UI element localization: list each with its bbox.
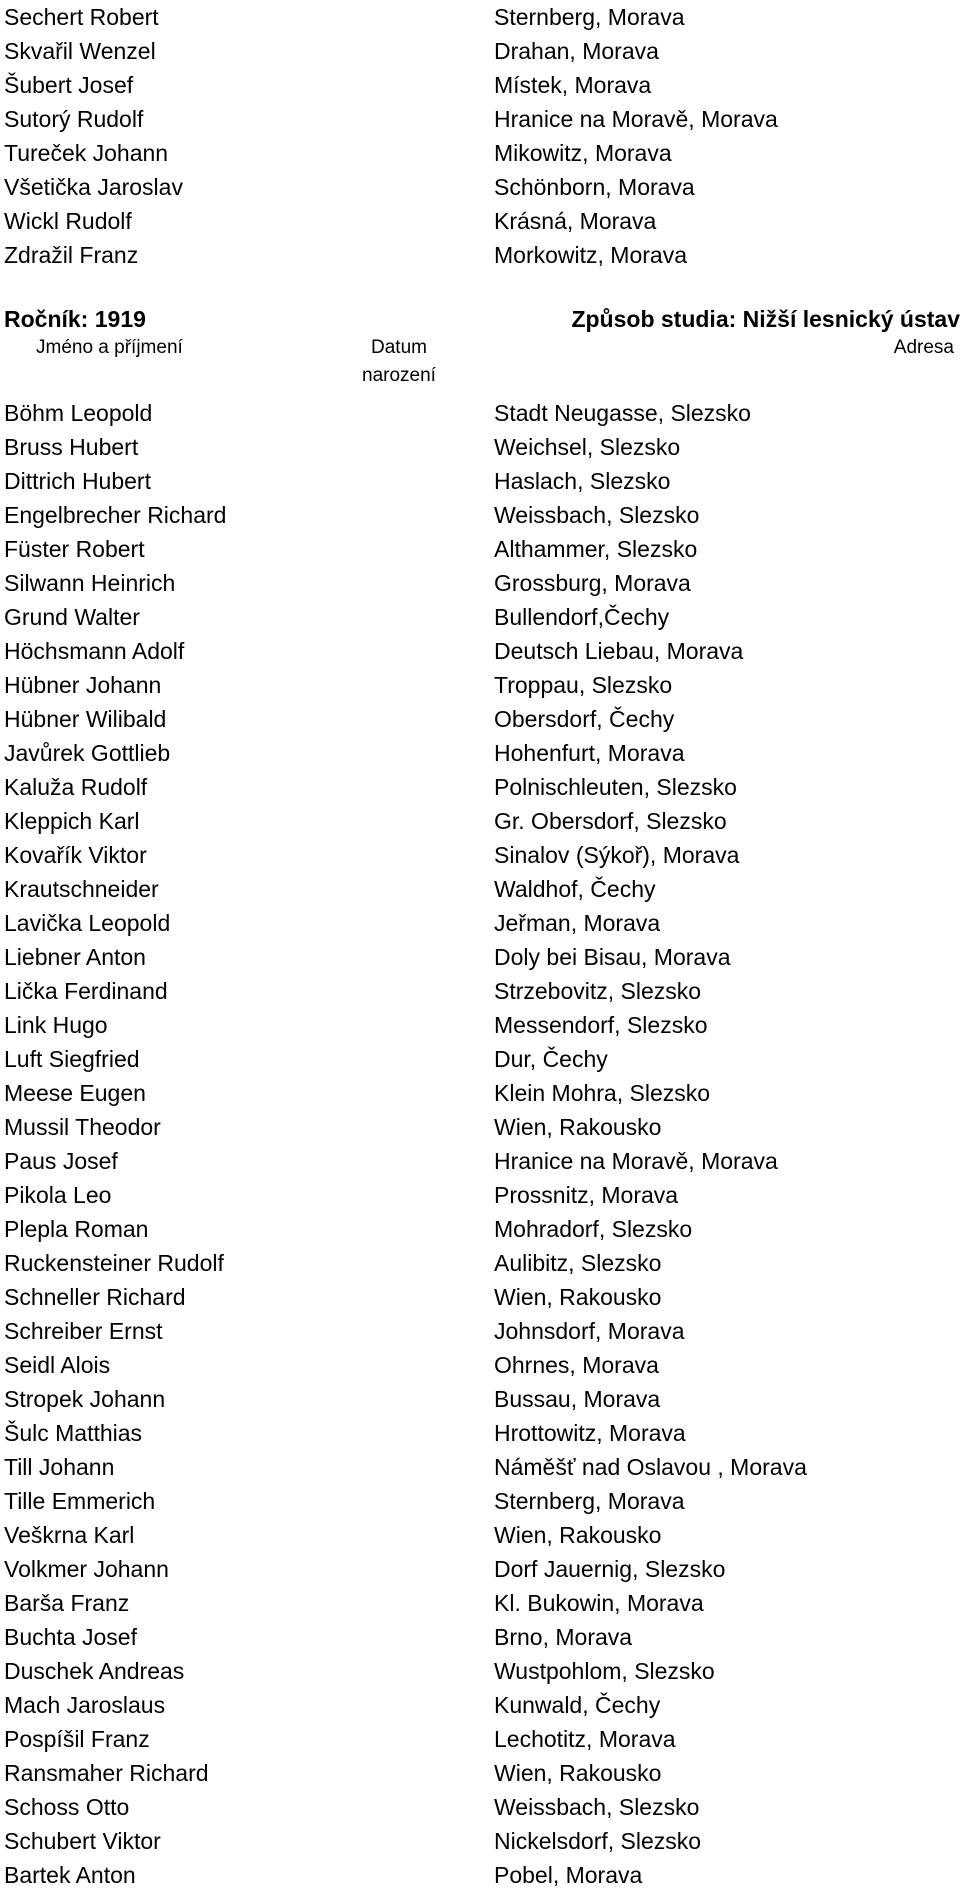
- student-name: Všetička Jaroslav: [4, 174, 183, 200]
- student-address: Kl. Bukowin, Morava: [494, 1590, 704, 1616]
- student-address: Mohradorf, Slezsko: [494, 1216, 693, 1242]
- student-name: Kleppich Karl: [4, 808, 140, 834]
- student-name: Dittrich Hubert: [4, 468, 151, 494]
- student-address: Wustpohlom, Slezsko: [494, 1658, 715, 1684]
- table-row: [0, 668, 960, 702]
- student-name: Schubert Viktor: [4, 1828, 161, 1854]
- student-address: Waldhof, Čechy: [494, 876, 656, 902]
- student-name: Šulc Matthias: [4, 1420, 143, 1446]
- table-row: [0, 1416, 960, 1450]
- table-row: [0, 770, 960, 804]
- student-address: Stadt Neugasse, Slezsko: [494, 400, 751, 426]
- table-row: [0, 804, 960, 838]
- student-name: Till Johann: [4, 1454, 115, 1480]
- student-name: Tureček Johann: [4, 140, 169, 166]
- student-name: Liebner Anton: [4, 944, 146, 970]
- student-name: Stropek Johann: [4, 1386, 166, 1412]
- table-row: [0, 498, 960, 532]
- student-name: Lavička Leopold: [4, 910, 171, 936]
- table-row: [0, 1076, 960, 1110]
- student-address: Gr. Obersdorf, Slezsko: [494, 808, 727, 834]
- student-name: Schneller Richard: [4, 1284, 186, 1310]
- student-address: Hranice na Moravě, Morava: [494, 106, 778, 132]
- table-row: [0, 1620, 960, 1654]
- student-name: Engelbrecher Richard: [4, 502, 227, 528]
- table-row: [0, 1246, 960, 1280]
- table-row: [0, 634, 960, 668]
- table-row: [0, 1654, 960, 1688]
- student-address: Weissbach, Slezsko: [494, 502, 700, 528]
- student-address: Brno, Morava: [494, 1624, 633, 1650]
- student-address: Kunwald, Čechy: [494, 1692, 661, 1718]
- student-address: Wien, Rakousko: [494, 1284, 662, 1310]
- column-header-name: Jméno a příjmení: [36, 337, 183, 358]
- student-address: Sternberg, Morava: [494, 1488, 685, 1514]
- student-address: Wien, Rakousko: [494, 1522, 662, 1548]
- student-address: Klein Mohra, Slezsko: [494, 1080, 711, 1106]
- student-name: Paus Josef: [4, 1148, 118, 1174]
- student-name: Kovařík Viktor: [4, 842, 147, 868]
- student-address: Hohenfurt, Morava: [494, 740, 685, 766]
- student-address: Wien, Rakousko: [494, 1760, 662, 1786]
- student-name: Volkmer Johann: [4, 1556, 169, 1582]
- year-label: Ročník: 1919: [4, 306, 146, 332]
- student-name: Link Hugo: [4, 1012, 108, 1038]
- section-heading: [0, 302, 960, 336]
- table-row: [0, 430, 960, 464]
- table-row: [0, 1858, 960, 1892]
- student-name: Böhm Leopold: [4, 400, 153, 426]
- student-name: Schoss Otto: [4, 1794, 130, 1820]
- student-address: Pobel, Morava: [494, 1862, 643, 1888]
- student-address: Krásná, Morava: [494, 208, 657, 234]
- student-name: Bruss Hubert: [4, 434, 139, 460]
- student-address: Obersdorf, Čechy: [494, 706, 675, 732]
- table-row: [0, 34, 960, 68]
- table-row: [0, 1586, 960, 1620]
- table-row: [0, 566, 960, 600]
- student-name: Mussil Theodor: [4, 1114, 161, 1140]
- student-name: Tille Emmerich: [4, 1488, 156, 1514]
- student-address: Johnsdorf, Morava: [494, 1318, 685, 1344]
- student-name: Veškrna Karl: [4, 1522, 135, 1548]
- table-row: [0, 532, 960, 566]
- student-name: Hübner Johann: [4, 672, 162, 698]
- table-row: [0, 940, 960, 974]
- table-row: [0, 1756, 960, 1790]
- student-address: Místek, Morava: [494, 72, 652, 98]
- student-name: Barša Franz: [4, 1590, 130, 1616]
- table-row: [0, 1008, 960, 1042]
- table-row: [0, 1824, 960, 1858]
- student-name: Sechert Robert: [4, 4, 159, 30]
- student-name: Plepla Roman: [4, 1216, 149, 1242]
- table-row: [0, 1688, 960, 1722]
- student-address: Dur, Čechy: [494, 1046, 608, 1072]
- student-address: Sinalov (Sýkoř), Morava: [494, 842, 740, 868]
- table-row: [0, 204, 960, 238]
- student-name: Duschek Andreas: [4, 1658, 185, 1684]
- student-name: Silwann Heinrich: [4, 570, 176, 596]
- table-row: [0, 1110, 960, 1144]
- table-row: [0, 1450, 960, 1484]
- column-headers: [0, 334, 960, 390]
- student-address: Troppau, Slezsko: [494, 672, 673, 698]
- student-address: Morkowitz, Morava: [494, 242, 687, 268]
- student-name: Pospíšil Franz: [4, 1726, 150, 1752]
- table-row: [0, 600, 960, 634]
- student-address: Schönborn, Morava: [494, 174, 695, 200]
- student-name: Mach Jaroslaus: [4, 1692, 166, 1718]
- student-address: Hranice na Moravě, Morava: [494, 1148, 778, 1174]
- student-address: Haslach, Slezsko: [494, 468, 671, 494]
- table-row: [0, 1722, 960, 1756]
- table-row: [0, 136, 960, 170]
- student-address: Mikowitz, Morava: [494, 140, 672, 166]
- table-row: [0, 0, 960, 34]
- table-row: [0, 1212, 960, 1246]
- table-row: [0, 1382, 960, 1416]
- student-name: Krautschneider: [4, 876, 159, 902]
- student-address: Sternberg, Morava: [494, 4, 685, 30]
- student-name: Šubert Josef: [4, 72, 134, 98]
- student-name: Höchsmann Adolf: [4, 638, 185, 664]
- student-address: Grossburg, Morava: [494, 570, 691, 596]
- table-row: [0, 464, 960, 498]
- student-address: Weissbach, Slezsko: [494, 1794, 700, 1820]
- table-row: [0, 1280, 960, 1314]
- student-address: Doly bei Bisau, Morava: [494, 944, 731, 970]
- table-row: [0, 1552, 960, 1586]
- table-row: [0, 1042, 960, 1076]
- student-name: Lička Ferdinand: [4, 978, 168, 1004]
- table-row: [0, 1144, 960, 1178]
- table-row: [0, 1790, 960, 1824]
- table-row: [0, 702, 960, 736]
- student-address: Jeřman, Morava: [494, 910, 661, 936]
- student-name: Skvařil Wenzel: [4, 38, 156, 64]
- table-row: [0, 838, 960, 872]
- student-address: Nickelsdorf, Slezsko: [494, 1828, 702, 1854]
- student-name: Kaluža Rudolf: [4, 774, 148, 800]
- student-address: Drahan, Morava: [494, 38, 659, 64]
- student-name: Ransmaher Richard: [4, 1760, 209, 1786]
- student-address: Aulibitz, Slezsko: [494, 1250, 662, 1276]
- student-name: Meese Eugen: [4, 1080, 146, 1106]
- student-name: Ruckensteiner Rudolf: [4, 1250, 224, 1276]
- student-name: Javůrek Gottlieb: [4, 740, 171, 766]
- student-address: Messendorf, Slezsko: [494, 1012, 708, 1038]
- table-row: [0, 1314, 960, 1348]
- student-address: Strzebovitz, Slezsko: [494, 978, 702, 1004]
- table-row: [0, 1348, 960, 1382]
- student-address: Náměšť nad Oslavou , Morava: [494, 1454, 807, 1480]
- student-name: Buchta Josef: [4, 1624, 137, 1650]
- student-address: Polnischleuten, Slezsko: [494, 774, 737, 800]
- student-name: Zdražil Franz: [4, 242, 139, 268]
- student-address: Ohrnes, Morava: [494, 1352, 659, 1378]
- student-name: Seidl Alois: [4, 1352, 111, 1378]
- student-name: Wickl Rudolf: [4, 208, 132, 234]
- student-address: Dorf Jauernig, Slezsko: [494, 1556, 726, 1582]
- table-row: [0, 736, 960, 770]
- table-row: [0, 396, 960, 430]
- table-row: [0, 102, 960, 136]
- table-row: [0, 1484, 960, 1518]
- table-row: [0, 170, 960, 204]
- student-name: Bartek Anton: [4, 1862, 136, 1888]
- study-mode-label: Způsob studia: Nižší lesnický ústav: [571, 306, 960, 332]
- student-address: Wien, Rakousko: [494, 1114, 662, 1140]
- column-header-date-line1: Datum: [371, 337, 427, 358]
- table-row: [0, 1518, 960, 1552]
- student-name: Pikola Leo: [4, 1182, 112, 1208]
- column-header-date: [344, 334, 454, 390]
- student-address: Lechotitz, Morava: [494, 1726, 676, 1752]
- student-address: Hrottowitz, Morava: [494, 1420, 686, 1446]
- student-address: Prossnitz, Morava: [494, 1182, 679, 1208]
- table-row: [0, 872, 960, 906]
- student-address: Weichsel, Slezsko: [494, 434, 681, 460]
- student-address: Deutsch Liebau, Morava: [494, 638, 744, 664]
- table-row: [0, 974, 960, 1008]
- table-row: [0, 906, 960, 940]
- student-name: Füster Robert: [4, 536, 145, 562]
- student-address: Bussau, Morava: [494, 1386, 661, 1412]
- column-header-date-line2: narození: [362, 365, 436, 386]
- table-row: [0, 68, 960, 102]
- student-name: Luft Siegfried: [4, 1046, 140, 1072]
- student-address: Bullendorf,Čechy: [494, 604, 670, 630]
- student-name: Sutorý Rudolf: [4, 106, 144, 132]
- table-row: [0, 1178, 960, 1212]
- student-name: Hübner Wilibald: [4, 706, 167, 732]
- table-row: [0, 238, 960, 272]
- student-address: Althammer, Slezsko: [494, 536, 698, 562]
- student-name: Grund Walter: [4, 604, 140, 630]
- student-name: Schreiber Ernst: [4, 1318, 163, 1344]
- column-header-address: Adresa: [893, 337, 954, 358]
